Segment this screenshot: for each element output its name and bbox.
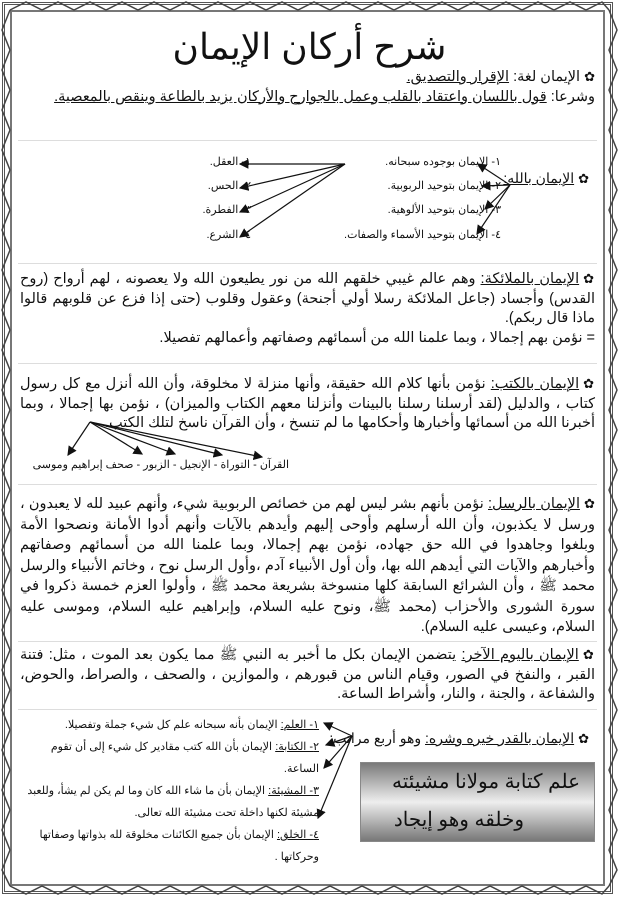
evidence-item-1: ١- العقل. bbox=[209, 156, 251, 168]
messengers-text: نؤمن بأنهم بشر ليس لهم من خصائص الربوبية شيء، وأنهم عبيد لله لا يعبدون ، ورسل لا يكذبون، وأن الله أرسلهم وأوحى إليهم وأيدهم بالآيات وأنهم أدوا الأمانة ونصحوا الأمة وبلغوا وجاهدوا في الله حق جهاده، نؤمن بهم إجمالا، وبما علمنا الله من أسمائهم وصفاتهم وأخبارهم والآيات التي أيدهم الله بها، وأن أول الأنبياء آدم ،وأول الرسل نوح ، وخاتم الأنبياء والرسل محمد ﷺ ، وأن الشرائع السابقة كلها منسوخة بشريعة محمد ﷺ ، وأولوا العزم خمسة ذكروا في سورة الشورى والأحزاب (محمد ﷺ، ونوح عليه السلام، وإبراهيم عليه السلام، وموسى عليه السلام، وعيسى عليه السلام). bbox=[20, 496, 595, 635]
evidence-item-4: ٤- الشرع. bbox=[206, 229, 251, 241]
lang-value: الإقرار والتصديق. bbox=[406, 69, 510, 85]
divider bbox=[18, 484, 597, 485]
last-day-text: يتضمن الإيمان بكل ما أخبر به النبي ﷺ مما يكون بعد الموت ، مثل: فتنة القبر ، والنفخ في الصور، وقيام الناس من قبورهم ، والموازين ، والصحف ، والصراط، والحوض، والشفاعة ، والجنة ، والنار، وأشراط الساعة. bbox=[20, 647, 595, 702]
allah-item-1: ١- الإيمان بوجوده سبحانه. bbox=[385, 156, 501, 168]
allah-item-2: ٢- الإيمان بتوحيد الربوبية. bbox=[387, 180, 501, 192]
shar-value: قول باللسان واعتقاد بالقلب وعمل بالجوارح والأركان يزيد بالطاعة وينقص بالمعصية. bbox=[54, 88, 547, 105]
last-day-section bbox=[20, 645, 595, 705]
level-label: ٣- المشيئة: bbox=[268, 785, 319, 797]
flower-bullet-icon: ✿ bbox=[583, 271, 595, 286]
angels-note: = نؤمن بهم إجمالا ، وبما علمنا الله من أسمائهم وصفاتهم وأعمالهم تفصيلا. bbox=[159, 329, 595, 346]
evidence-item-2: ٢- الحس. bbox=[207, 180, 251, 192]
flower-bullet-icon: ✿ bbox=[578, 731, 589, 746]
qadar-level-4 bbox=[20, 824, 319, 868]
summary-box bbox=[360, 762, 595, 842]
last-day-heading: الإيمان باليوم الآخر: bbox=[461, 647, 579, 663]
messengers-heading: الإيمان بالرسل: bbox=[488, 496, 580, 512]
books-text: نؤمن بأنها كلام الله حقيقة، وأنها منزلة لا مخلوقة، وأن الله أنزل مع كل رسول كتاب ، والدليل (لقد أرسلنا رسلنا بالبينات وأنزلنا معهم الكتاب والميزان) ، نؤمن بها إجمالا ، وبما أخبرنا الله من أسمائها وأخبارها وأحكامها ما لم تنسخ ، وأن القرآن ناسخ لتلك الكتب. bbox=[20, 376, 595, 431]
definition-section bbox=[20, 67, 595, 107]
angels-heading: الإيمان بالملائكة: bbox=[480, 271, 580, 287]
divider bbox=[18, 641, 597, 642]
summary-line-2: وخلقه وهو إيجاد bbox=[393, 809, 524, 831]
flower-bullet-icon: ✿ bbox=[583, 496, 596, 511]
flower-bullet-icon: ✿ bbox=[584, 69, 595, 84]
divider bbox=[18, 363, 597, 364]
allah-heading: الإيمان بالله: bbox=[503, 170, 575, 186]
lang-label: الإيمان لغة: bbox=[513, 69, 581, 85]
evidence-item-3: ٣- الفطرة. bbox=[202, 204, 251, 216]
qadar-level-1 bbox=[20, 714, 319, 736]
allah-heading-wrap bbox=[503, 170, 589, 187]
messengers-section bbox=[20, 494, 595, 638]
divider bbox=[18, 709, 597, 710]
level-text: الإيمان بأنه سبحانه علم كل شيء جملة وتفصيلا. bbox=[64, 719, 278, 731]
level-text: الإيمان بأن جميع الكائنات مخلوقة لله بذواتها وصفاتها وحركاتها . bbox=[39, 829, 319, 863]
page-title: شرح أركان الإيمان bbox=[172, 26, 447, 67]
books-list: القرآن - التوراة - الإنجيل - الزبور - صحف إبراهيم وموسى bbox=[32, 459, 289, 471]
allah-item-3: ٣- الإيمان بتوحيد الألوهية. bbox=[387, 204, 501, 216]
divider bbox=[18, 263, 597, 264]
angels-text: وهم عالم غيبي خلقهم الله من نور يطيعون الله ولا يعصونه ، لهم أرواح (روح القدس) وأجساد (جاعل الملائكة رسلا أولي أجنحة) وعقول وقلوب (حتى إذا فزع عن قلوبهم قالوا ماذا قال ربكم). bbox=[20, 271, 595, 326]
level-label: ٢- الكتابة: bbox=[275, 741, 319, 753]
qadar-level-2 bbox=[20, 736, 319, 780]
flower-bullet-icon: ✿ bbox=[582, 647, 595, 662]
books-heading: الإيمان بالكتب: bbox=[490, 376, 580, 392]
level-label: ١- العلم: bbox=[280, 719, 319, 731]
flower-bullet-icon: ✿ bbox=[578, 171, 589, 186]
summary-line-1: علم كتابة مولانا مشيئته bbox=[392, 771, 580, 793]
divider bbox=[18, 140, 597, 141]
qadar-intro: وهو أربع مراتب: bbox=[329, 730, 422, 746]
level-text: الإيمان بأن ما شاء الله كان وما لم يكن لم يشأ، وللعبد مشيئة لكنها داخلة تحت مشيئة الله تعالى. bbox=[27, 785, 319, 819]
shar-label: وشرعا: bbox=[550, 88, 595, 105]
flower-bullet-icon: ✿ bbox=[583, 376, 595, 391]
level-label: ٤- الخلق: bbox=[276, 829, 319, 841]
allah-item-4: ٤- الإيمان بتوحيد الأسماء والصفات. bbox=[344, 229, 501, 241]
qadar-levels bbox=[20, 714, 319, 868]
books-section bbox=[20, 374, 595, 434]
qadar-heading-wrap bbox=[329, 730, 589, 747]
level-text: الإيمان بأن الله كتب مقادير كل شيء إلى أن تقوم الساعة. bbox=[50, 741, 319, 775]
angels-section bbox=[20, 269, 595, 348]
qadar-level-3 bbox=[20, 780, 319, 824]
qadar-heading: الإيمان بالقدر خيره وشره: bbox=[425, 730, 575, 746]
